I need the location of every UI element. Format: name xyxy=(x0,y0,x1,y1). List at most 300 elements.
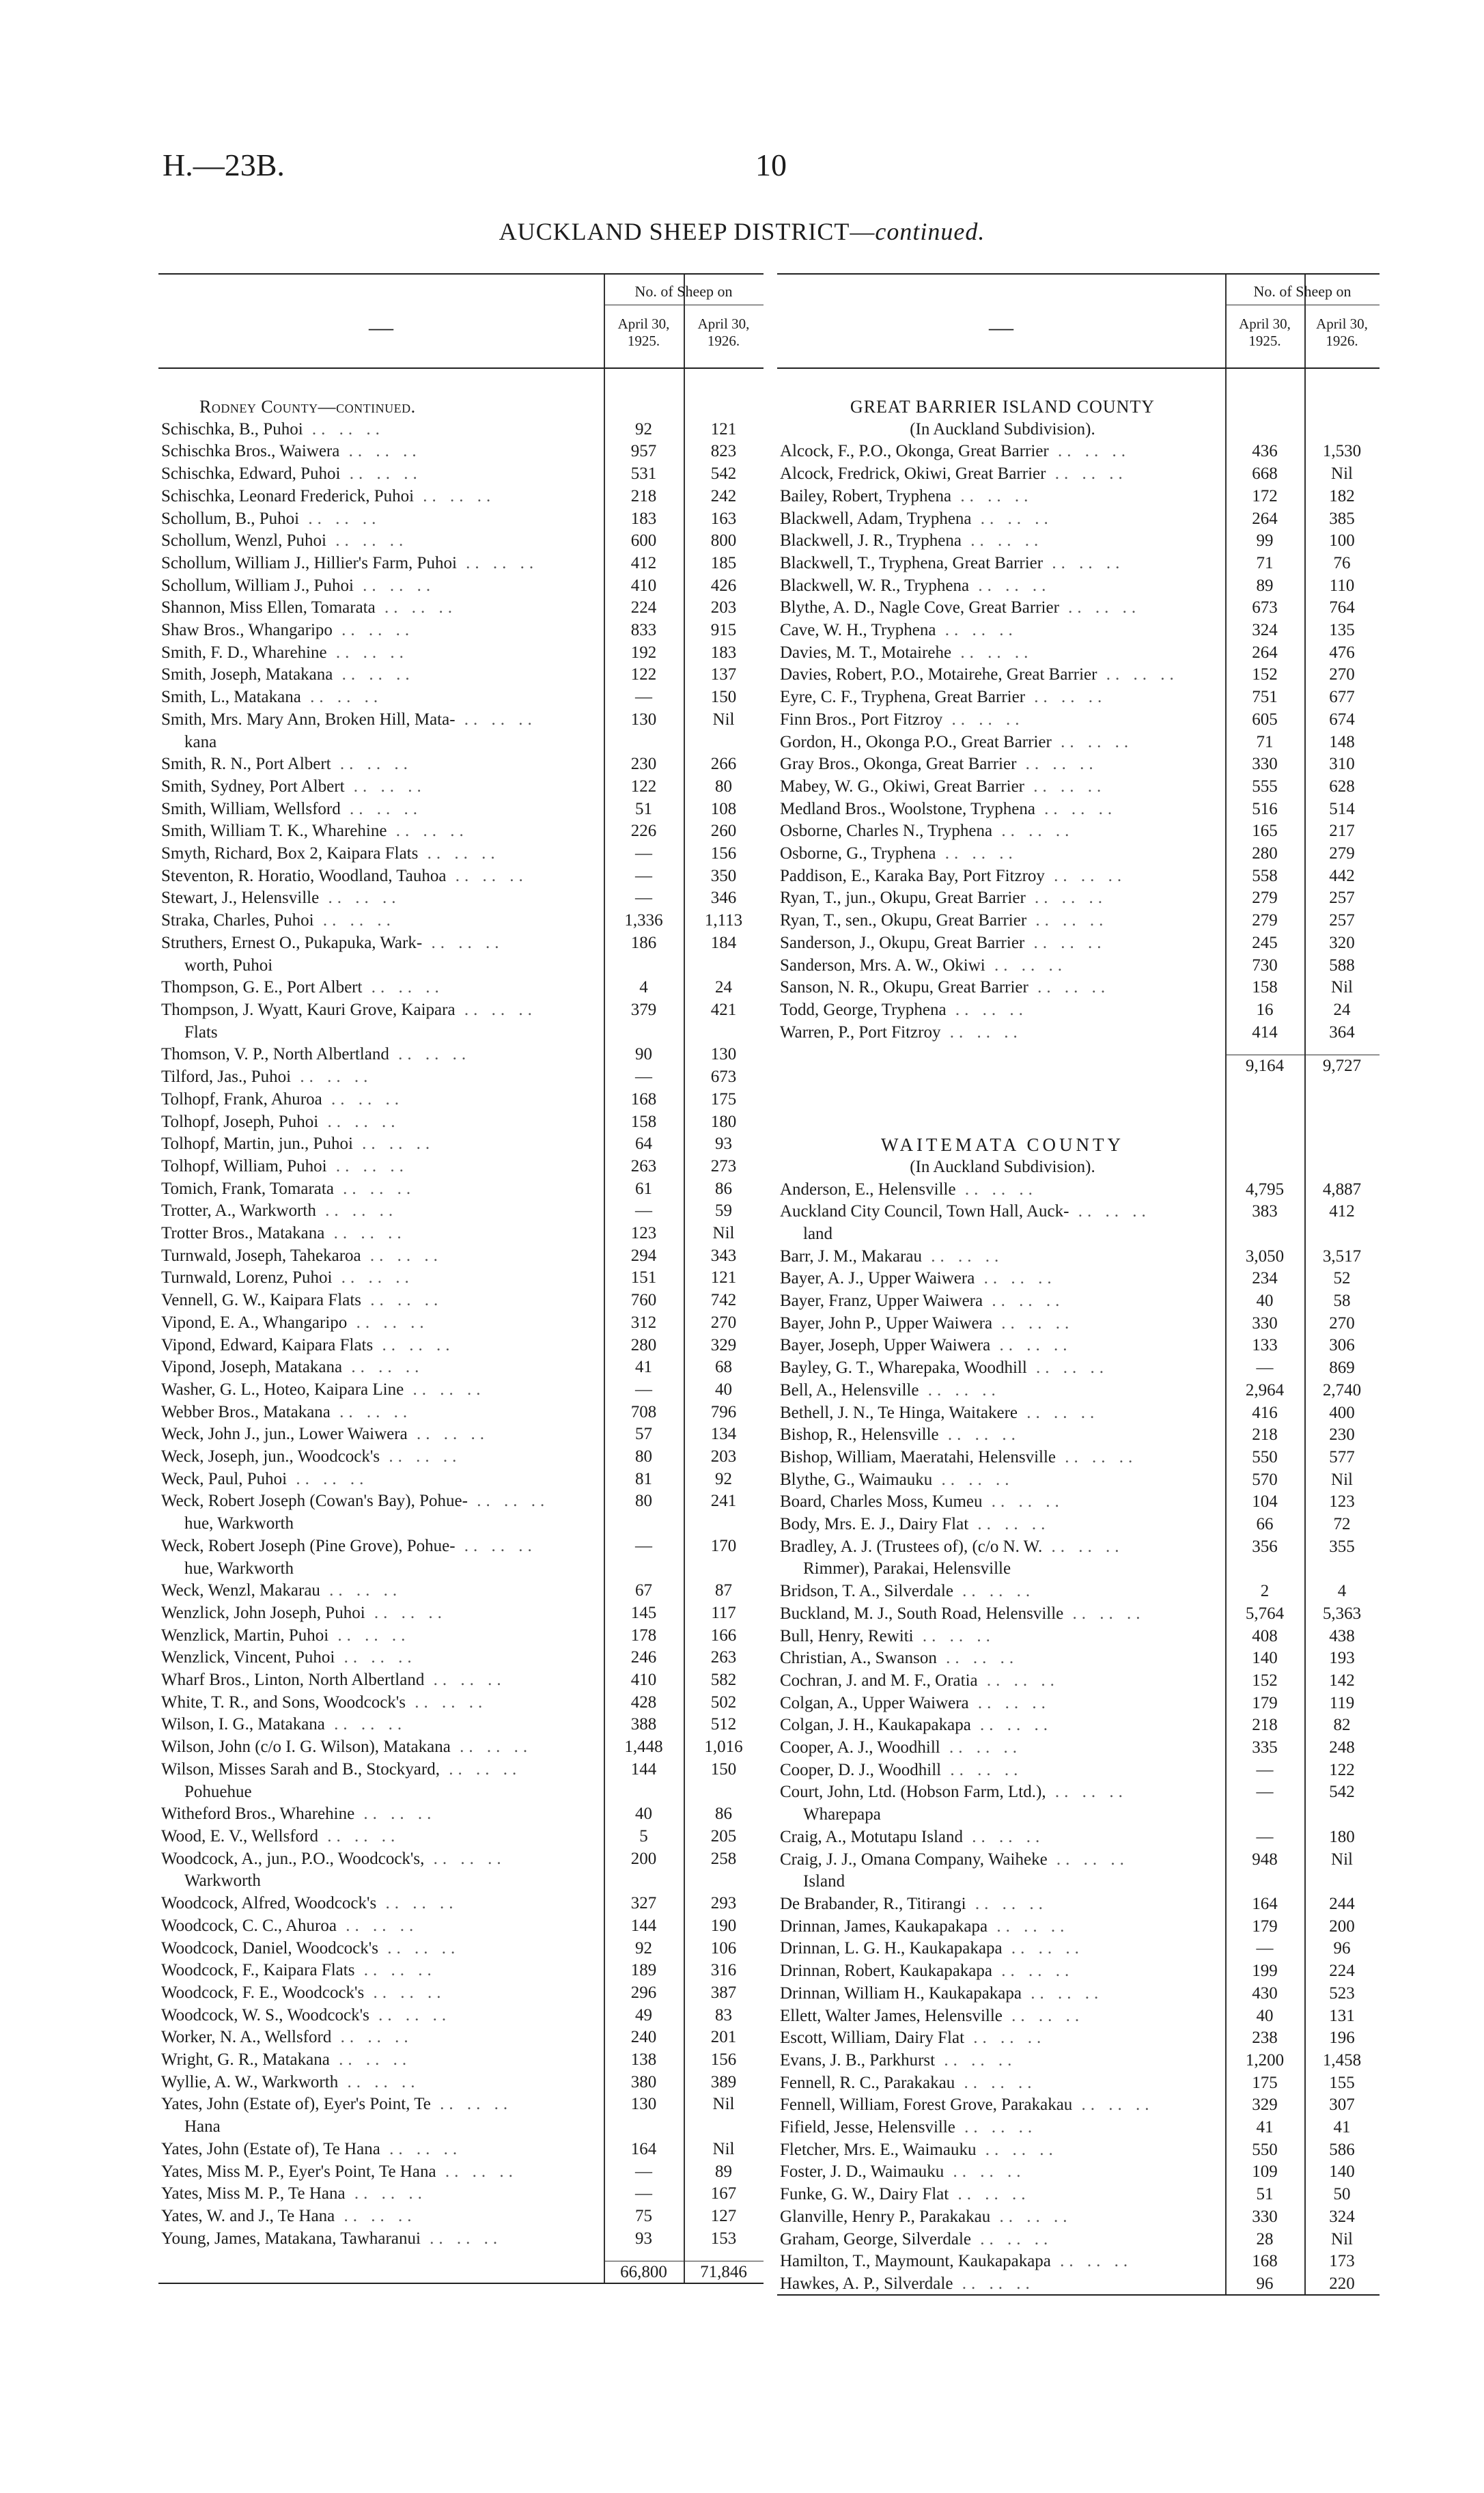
sheep-1925: — xyxy=(635,866,652,885)
table-row xyxy=(777,1983,1380,2005)
dot-leader: .. .. .. xyxy=(1063,1604,1145,1623)
sheep-1926: 355 xyxy=(1329,1537,1355,1556)
sheep-1925: 558 xyxy=(1252,866,1278,885)
entry-name: Tolhopf, Joseph, Puhoi .. .. .. xyxy=(161,1112,400,1131)
dot-leader: .. .. .. xyxy=(942,710,1024,729)
dot-leader: .. .. .. xyxy=(1050,2252,1133,2271)
sheep-1926: 50 xyxy=(1333,2185,1351,2204)
sheep-1926: 350 xyxy=(710,866,737,885)
dot-leader: .. .. .. xyxy=(1024,777,1106,796)
entry-name: Eyre, C. F., Tryphena, Great Barrier .. .. .. xyxy=(780,688,1107,707)
table-row xyxy=(777,2005,1380,2028)
sheep-1925: 168 xyxy=(630,1089,657,1109)
sheep-1926: 205 xyxy=(710,1827,737,1846)
dot-leader: .. .. .. xyxy=(1028,978,1110,997)
sheep-1926: 514 xyxy=(1329,799,1355,818)
sheep-1926: 258 xyxy=(710,1849,737,1868)
table-row xyxy=(158,1379,764,1402)
entry-name: Smyth, Richard, Box 2, Kaipara Flats .. .. .. xyxy=(161,844,500,863)
sheep-1925: 234 xyxy=(1252,1269,1278,1288)
entry-name: Vipond, Joseph, Matakana .. .. .. xyxy=(161,1358,424,1377)
entry-name: Colgan, J. H., Kaukapakapa .. .. .. xyxy=(780,1716,1053,1735)
sheep-1925: 199 xyxy=(1252,1962,1278,1981)
sheep-1925: 9,164 xyxy=(1225,1055,1304,1078)
dot-leader: .. .. .. xyxy=(361,1246,443,1265)
dot-leader: .. .. .. xyxy=(935,2050,1017,2070)
sheep-1925: 673 xyxy=(1252,598,1278,617)
sheep-1925: 152 xyxy=(1252,665,1278,684)
table-row xyxy=(777,1491,1380,1514)
table-row xyxy=(777,1424,1380,1447)
dot-leader: .. .. .. xyxy=(1047,1850,1129,1869)
sheep-1926: 203 xyxy=(710,1447,737,1466)
entry-name: Schischka, B., Puhoi .. .. .. xyxy=(161,419,384,438)
sheep-1926: 764 xyxy=(1329,598,1355,617)
table-row xyxy=(777,2206,1380,2229)
entry-name: Hawkes, A. P., Silverdale .. .. .. xyxy=(780,2274,1035,2293)
sheep-1925: 40 xyxy=(635,1805,652,1824)
sheep-1925: 165 xyxy=(1252,822,1278,841)
sheep-1926: 89 xyxy=(715,2162,732,2181)
entry-name: Drinnan, William H., Kaukapakapa .. .. .. xyxy=(780,1983,1104,2003)
sheep-1926: 123 xyxy=(1329,1492,1355,1512)
sheep-1925: 144 xyxy=(630,1916,657,1935)
entry-name: Woodcock, W. S., Woodcock's .. .. .. xyxy=(161,2005,451,2024)
dot-leader: .. .. .. xyxy=(968,1693,1050,1712)
table-row xyxy=(158,887,764,910)
dot-leader: .. .. .. xyxy=(404,1380,486,1399)
entry-name: Fennell, William, Forest Grove, Parakakau .. .. .. xyxy=(780,2095,1154,2115)
entry-name: Straka, Charles, Puhoi .. .. .. xyxy=(161,911,395,930)
sheep-1926: 241 xyxy=(710,1492,737,1511)
table-row xyxy=(158,1446,764,1468)
sheep-1926: 127 xyxy=(710,2206,737,2225)
table-row xyxy=(158,1893,764,1915)
sheep-1926: 108 xyxy=(710,799,737,818)
sheep-1926: 184 xyxy=(710,933,737,952)
table-row xyxy=(777,2027,1380,2050)
sheep-1926: 155 xyxy=(1329,2073,1355,2092)
sheep-1926: Nil xyxy=(712,1224,735,1243)
sheep-1926: 175 xyxy=(710,1089,737,1109)
entry-name: Alcock, Fredrick, Okiwi, Great Barrier .. .. .. xyxy=(780,464,1128,484)
sheep-1925: 122 xyxy=(630,665,657,684)
entry-name: Auckland City Council, Town Hall, Auck- .. .. .. xyxy=(780,1202,1151,1221)
sheep-1926: 185 xyxy=(710,553,737,572)
dot-leader: .. .. .. xyxy=(365,1603,447,1622)
table-row xyxy=(777,1693,1380,1715)
sheep-1926: 93 xyxy=(715,1134,732,1154)
dot-leader: .. .. .. xyxy=(439,1759,522,1779)
sheep-1925: 330 xyxy=(1252,755,1278,774)
table-row xyxy=(777,865,1380,888)
sheep-1926: 190 xyxy=(710,1916,737,1935)
sheep-1926: 24 xyxy=(1333,1000,1351,1019)
left-header-group-label: No. of Sheep on xyxy=(634,283,733,300)
sheep-1925: 550 xyxy=(1252,2140,1278,2159)
dot-leader: .. .. .. xyxy=(316,1201,398,1221)
sheep-1925: 356 xyxy=(1252,1537,1278,1556)
entry-name: Bayer, A. J., Upper Waiwera .. .. .. xyxy=(780,1269,1056,1288)
table-row xyxy=(158,1044,764,1066)
table-row xyxy=(777,955,1380,977)
dot-leader: .. .. .. xyxy=(938,1425,1020,1445)
entry-name: Shannon, Miss Ellen, Tomarata .. .. .. xyxy=(161,598,457,617)
dot-leader: .. .. .. xyxy=(446,866,528,885)
dot-leader: .. .. .. xyxy=(322,1089,404,1109)
dot-leader: .. .. .. xyxy=(369,2005,451,2024)
table-row xyxy=(158,843,764,865)
entry-name: Weck, Paul, Puhoi .. .. .. xyxy=(161,1469,369,1488)
sheep-1926: 3,517 xyxy=(1322,1246,1362,1266)
table-row xyxy=(158,508,764,531)
dot-leader: .. .. .. xyxy=(326,1156,408,1175)
sheep-1926: 1,530 xyxy=(1322,442,1362,461)
table-row xyxy=(158,1245,764,1268)
right-header-col2: April 30, 1926. xyxy=(1316,316,1368,349)
table-row xyxy=(777,1201,1380,1223)
entry-name: hue, Warkworth xyxy=(184,1514,294,1533)
dot-leader: .. .. .. xyxy=(940,1022,1022,1042)
entry-name: Woodcock, C. C., Ahuroa .. .. .. xyxy=(161,1916,419,1935)
dot-leader: .. .. .. xyxy=(1018,1403,1100,1422)
dot-leader: .. .. .. xyxy=(361,1291,443,1310)
table-row xyxy=(777,1469,1380,1492)
sheep-1925: 224 xyxy=(630,598,657,617)
entry-name: Ryan, T., jun., Okupu, Great Barrier .. .. .. xyxy=(780,889,1108,908)
table-row xyxy=(777,843,1380,865)
table-row xyxy=(777,2273,1380,2296)
sheep-1925: 164 xyxy=(630,2139,657,2158)
entry-name: Pohuehue xyxy=(184,1782,252,1801)
dot-leader: .. .. .. xyxy=(287,1469,369,1488)
sheep-1925: 245 xyxy=(1252,933,1278,952)
table-row xyxy=(158,1490,764,1513)
dot-leader: .. .. .. xyxy=(976,2140,1058,2159)
dot-leader: .. .. .. xyxy=(1059,598,1141,617)
entry-name: Smith, F. D., Wharehine .. .. .. xyxy=(161,643,408,662)
table-row xyxy=(158,419,764,441)
sheep-1925: 172 xyxy=(1252,486,1278,505)
sheep-1925: 410 xyxy=(630,1671,657,1690)
entry-name: Gordon, H., Okonga P.O., Great Barrier .. .. .. xyxy=(780,732,1134,751)
entry-name: Schischka, Leonard Frederick, Puhoi .. .. .. xyxy=(161,486,496,505)
entry-name: Glanville, Henry P., Parakakau .. .. .. xyxy=(780,2207,1072,2226)
table-row xyxy=(777,619,1380,642)
table-row xyxy=(158,1803,764,1826)
entry-name: Colgan, A., Upper Waiwera .. .. .. xyxy=(780,1693,1050,1712)
table-row xyxy=(158,1178,764,1201)
sheep-1925: 92 xyxy=(635,419,652,438)
entry-continuation xyxy=(158,1870,764,1893)
dot-leader: .. .. .. xyxy=(919,1380,1000,1399)
sheep-1926: 134 xyxy=(710,1425,737,1444)
table-row xyxy=(777,1849,1380,1871)
sheep-1926: 52 xyxy=(1333,1269,1351,1288)
sheep-1925: 708 xyxy=(630,1402,657,1421)
sheep-1926: Nil xyxy=(712,2139,735,2158)
entry-name: Steventon, R. Horatio, Woodland, Tauhoa .. .. .. xyxy=(161,866,528,885)
sheep-1925: 751 xyxy=(1252,688,1278,707)
entry-name: Woodcock, F. E., Woodcock's .. .. .. xyxy=(161,1983,446,2002)
sheep-1925: — xyxy=(635,1068,652,1087)
sheep-1926: 220 xyxy=(1329,2274,1355,2293)
spacer xyxy=(777,369,1380,396)
entry-name: Cooper, D. J., Woodhill .. .. .. xyxy=(780,1760,1023,1779)
spacer xyxy=(777,1078,1380,1134)
table-row xyxy=(158,1736,764,1759)
entry-name: Ryan, T., sen., Okupu, Great Barrier .. .. .. xyxy=(780,911,1108,930)
sheep-1925: 531 xyxy=(630,464,657,484)
entry-name: Yates, John (Estate of), Te Hana .. .. .. xyxy=(161,2139,462,2158)
sheep-1925: 335 xyxy=(1252,1738,1278,1757)
sheep-1926: 59 xyxy=(715,1201,732,1221)
entry-name: Fennell, R. C., Parakakau .. .. .. xyxy=(780,2073,1037,2092)
sheep-1926: 270 xyxy=(1329,1313,1355,1333)
dot-leader: .. .. .. xyxy=(291,1068,373,1087)
sheep-1925: 158 xyxy=(1252,978,1278,997)
sheep-1926: 329 xyxy=(710,1335,737,1354)
sheep-1926: 542 xyxy=(710,464,737,484)
table-row xyxy=(777,1714,1380,1737)
dot-leader: .. .. .. xyxy=(299,509,381,528)
sheep-1925: 600 xyxy=(630,531,657,551)
dot-leader: .. .. .. xyxy=(964,2029,1046,2048)
sheep-1926: 193 xyxy=(1329,1649,1355,1668)
sheep-1926: Nil xyxy=(1331,1850,1353,1869)
entry-name: Tolhopf, William, Puhoi .. .. .. xyxy=(161,1156,408,1175)
sheep-1925: — xyxy=(635,688,652,707)
sheep-1925: 408 xyxy=(1252,1626,1278,1645)
sheep-1926: 86 xyxy=(715,1805,732,1824)
table-row xyxy=(777,999,1380,1022)
sheep-1926: 421 xyxy=(710,1000,737,1019)
sheep-1926: 260 xyxy=(710,822,737,841)
sheep-1925: 294 xyxy=(630,1246,657,1265)
sheep-1925: 550 xyxy=(1252,1447,1278,1466)
dot-leader: .. .. .. xyxy=(985,956,1067,975)
sheep-1925: 164 xyxy=(1252,1895,1278,1913)
dot-leader: .. .. .. xyxy=(420,2229,503,2248)
dot-leader: .. .. .. xyxy=(968,1515,1050,1534)
sheep-1925: 168 xyxy=(1252,2252,1278,2271)
sheep-1926: 869 xyxy=(1329,1359,1355,1378)
dot-leader: .. .. .. xyxy=(988,1917,1069,1936)
entry-name: Anderson, E., Helensville .. .. .. xyxy=(780,1180,1037,1199)
entry-name: Alcock, F., P.O., Okonga, Great Barrier .. .. .. xyxy=(780,442,1130,461)
entry-name: Court, John, Ltd. (Hobson Farm, Ltd.), .. .. .. xyxy=(780,1783,1128,1802)
sheep-1925: 280 xyxy=(630,1335,657,1354)
sheep-1925: 570 xyxy=(1252,1470,1278,1489)
table-row xyxy=(158,1602,764,1625)
dot-leader: .. .. .. xyxy=(966,1895,1048,1913)
dot-leader: .. .. .. xyxy=(329,2050,412,2070)
sheep-1926: 512 xyxy=(710,1715,737,1734)
table-row xyxy=(777,1759,1380,1782)
sheep-1926: 182 xyxy=(1329,486,1355,505)
table-row xyxy=(158,530,764,553)
sheep-1925: 240 xyxy=(630,2028,657,2047)
sheep-1926: 80 xyxy=(715,777,732,796)
entry-name: Fletcher, Mrs. E., Waimauku .. .. .. xyxy=(780,2140,1058,2159)
sheep-1925: 183 xyxy=(630,509,657,528)
sheep-1925: 189 xyxy=(630,1961,657,1980)
table-row xyxy=(158,1200,764,1223)
sheep-1926: 110 xyxy=(1329,576,1355,595)
entry-name: Flats xyxy=(184,1022,218,1042)
sheep-1925: 71 xyxy=(1256,732,1274,751)
dot-leader: .. .. .. xyxy=(347,1313,429,1332)
entry-name: GREAT BARRIER ISLAND COUNTY xyxy=(850,397,1156,417)
sheep-1926: 5,363 xyxy=(1322,1604,1362,1623)
table-row xyxy=(777,2229,1380,2251)
entry-name: Davies, M. T., Motairehe .. .. .. xyxy=(780,643,1033,662)
dot-leader: .. .. .. xyxy=(913,1626,995,1645)
sheep-1926: 9,727 xyxy=(1304,1055,1380,1078)
entry-name: White, T. R., and Sons, Woodcock's .. .. .. xyxy=(161,1693,488,1712)
sheep-1925: 948 xyxy=(1252,1850,1278,1869)
table-row xyxy=(777,732,1380,754)
entry-continuation xyxy=(777,1223,1380,1246)
sheep-1926: 426 xyxy=(710,576,737,595)
sheep-1926: 183 xyxy=(710,643,737,662)
sheep-1926: 412 xyxy=(1329,1202,1355,1221)
table-row xyxy=(777,753,1380,776)
sheep-1925: 92 xyxy=(635,1938,652,1958)
section-heading xyxy=(158,396,764,419)
table-row xyxy=(158,1223,764,1245)
left-table-body xyxy=(158,369,764,2284)
table-row xyxy=(777,664,1380,686)
section-subheading xyxy=(777,419,1380,441)
table-row xyxy=(158,1468,764,1491)
sheep-1926: 273 xyxy=(710,1156,737,1175)
dot-leader: .. .. .. xyxy=(983,1292,1065,1311)
table-row xyxy=(158,709,764,732)
entry-name: Osborne, G., Tryphena .. .. .. xyxy=(780,844,1018,863)
dot-leader: .. .. .. xyxy=(335,1648,417,1667)
sheep-1926: 310 xyxy=(1329,755,1355,774)
entry-name: Schollum, William J., Hillier's Farm, Puhoi .. .. .. xyxy=(161,553,539,572)
table-row xyxy=(777,1357,1380,1380)
dot-leader: .. .. .. xyxy=(961,531,1044,551)
dot-leader: .. .. .. xyxy=(1025,688,1107,707)
dot-leader: .. .. .. xyxy=(1025,889,1108,908)
sheep-1926: 24 xyxy=(715,978,732,997)
dot-leader: .. .. .. xyxy=(970,1716,1053,1735)
entry-name: Worker, N. A., Wellsford .. .. .. xyxy=(161,2028,413,2047)
table-row xyxy=(777,1179,1380,1201)
sheep-1926: 742 xyxy=(710,1291,737,1310)
dot-leader: .. .. .. xyxy=(467,1492,550,1511)
entry-name: Bull, Henry, Rewiti .. .. .. xyxy=(780,1626,995,1645)
total-row xyxy=(777,1055,1380,1078)
table-row xyxy=(777,1290,1380,1313)
entry-name: Board, Charles Moss, Kumeu .. .. .. xyxy=(780,1492,1064,1512)
sheep-1925: 218 xyxy=(1252,1716,1278,1735)
entry-name: Escott, William, Dairy Flat .. .. .. xyxy=(780,2029,1046,2048)
dot-leader: .. .. .. xyxy=(990,2207,1072,2226)
table-row xyxy=(158,1402,764,1424)
entry-name: Weck, John J., jun., Lower Waiwera .. .. .. xyxy=(161,1425,489,1444)
sheep-1926: 163 xyxy=(710,509,737,528)
dot-leader: .. .. .. xyxy=(940,1738,1022,1757)
entry-name: worth, Puhoi xyxy=(184,956,273,975)
sheep-1926: 130 xyxy=(710,1045,737,1064)
sheep-1926: Nil xyxy=(1331,2229,1353,2248)
dot-leader: .. .. .. xyxy=(977,1671,1059,1690)
sheep-1925: 49 xyxy=(635,2005,652,2024)
entry-name: Drinnan, James, Kaukapakapa .. .. .. xyxy=(780,1917,1069,1936)
dot-leader: .. .. .. xyxy=(373,1335,455,1354)
entry-name: Tolhopf, Frank, Ahuroa .. .. .. xyxy=(161,1089,404,1109)
entry-name: Turnwald, Lorenz, Puhoi .. .. .. xyxy=(161,1268,414,1287)
sheep-1925: 436 xyxy=(1252,442,1278,461)
entry-name: Vipond, Edward, Kaipara Flats .. .. .. xyxy=(161,1335,455,1354)
sheep-1925: — xyxy=(1256,1939,1274,1958)
sheep-1926: 389 xyxy=(710,2072,737,2091)
entry-name: Craig, A., Motutapu Island .. .. .. xyxy=(780,1827,1045,1846)
table-row xyxy=(777,1781,1380,1804)
sheep-1925: 28 xyxy=(1256,2229,1274,2248)
sheep-1926: 442 xyxy=(1329,866,1355,885)
sheep-1926: 1,113 xyxy=(704,911,743,930)
right-table-body xyxy=(777,369,1380,2296)
entry-name: Sanderson, Mrs. A. W., Okiwi .. .. .. xyxy=(780,956,1067,975)
table-row xyxy=(158,977,764,999)
sheep-1926: 279 xyxy=(1329,844,1355,863)
dot-leader: .. .. .. xyxy=(300,688,383,707)
dot-leader: .. .. .. xyxy=(955,2118,1037,2137)
sheep-1926: 263 xyxy=(710,1648,737,1667)
table-bottom-rule xyxy=(777,2294,1380,2296)
entry-continuation xyxy=(158,955,764,977)
entry-name: Tomich, Frank, Tomarata .. .. .. xyxy=(161,1179,416,1198)
sheep-1925: 279 xyxy=(1252,911,1278,930)
entry-name: Stewart, J., Helensville .. .. .. xyxy=(161,889,401,908)
entry-continuation xyxy=(777,1804,1380,1826)
table-row xyxy=(777,1313,1380,1335)
district-title xyxy=(0,217,1484,246)
sheep-1925: 151 xyxy=(630,1268,657,1287)
table-row xyxy=(158,642,764,665)
sheep-1926: 502 xyxy=(710,1693,737,1712)
table-bottom-rule xyxy=(158,2283,764,2284)
dot-leader: .. .. .. xyxy=(353,576,436,595)
sheep-1926: 92 xyxy=(715,1469,732,1488)
sheep-1926: 823 xyxy=(710,442,737,461)
entry-name: Bayley, G. T., Wharepaka, Woodhill .. .. .. xyxy=(780,1359,1109,1378)
sheep-1925: 730 xyxy=(1252,956,1278,975)
table-row xyxy=(158,1692,764,1714)
sheep-1926: 121 xyxy=(710,1268,737,1287)
dot-leader: .. .. .. xyxy=(1002,2006,1084,2025)
dot-leader: .. .. .. xyxy=(389,1045,471,1064)
entry-name: Schischka, Edward, Puhoi .. .. .. xyxy=(161,464,422,484)
sheep-1926: 677 xyxy=(1329,688,1355,707)
sheep-1925: — xyxy=(635,1201,652,1221)
sheep-1926: 142 xyxy=(1329,1671,1355,1690)
entry-name: land xyxy=(803,1224,833,1243)
sheep-1925: — xyxy=(635,1536,652,1555)
table-row xyxy=(158,798,764,821)
sheep-1926: 106 xyxy=(710,1938,737,1958)
sheep-1926: 674 xyxy=(1329,710,1355,729)
sheep-1925: 5,764 xyxy=(1245,1604,1285,1623)
entry-name: Mabey, W. G., Okiwi, Great Barrier .. .. .. xyxy=(780,777,1106,796)
sheep-1925: 668 xyxy=(1252,464,1278,484)
sheep-1925: 383 xyxy=(1252,1202,1278,1221)
